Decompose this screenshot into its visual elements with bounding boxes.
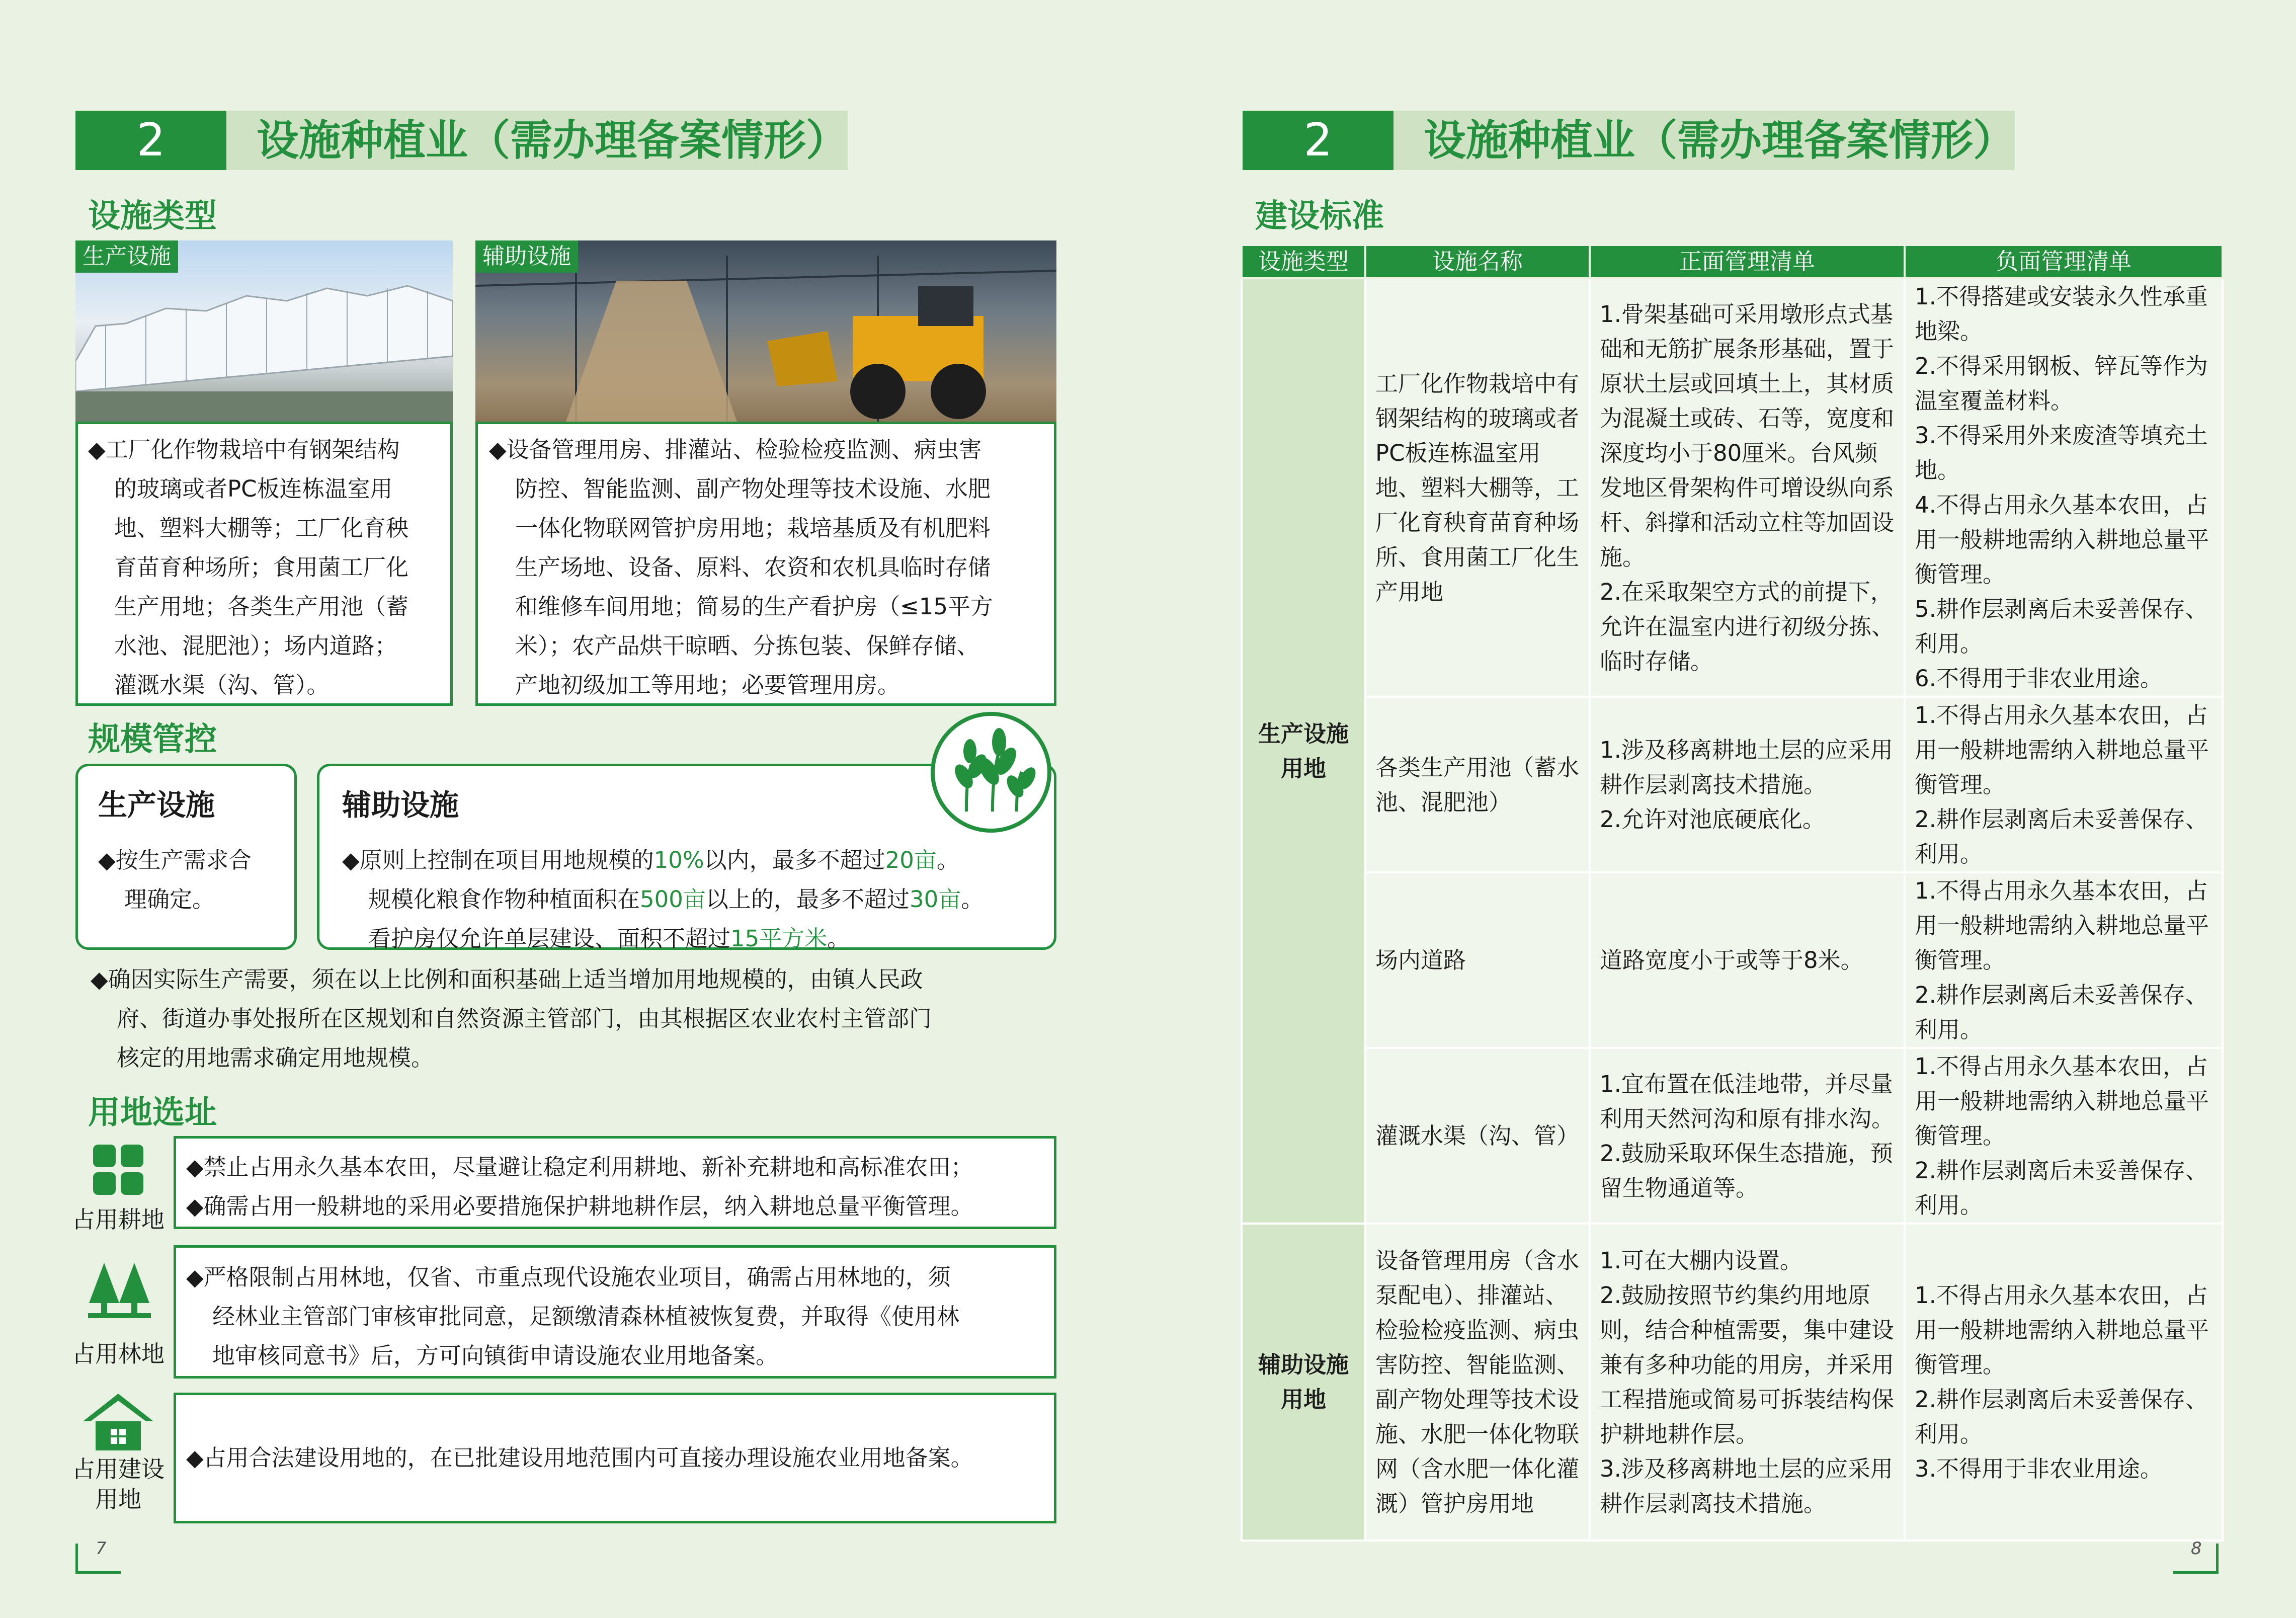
negative-cell: 1.不得占用永久基本农田，占用一般耕地需纳入耕地总量平衡管理。 2.耕作层剥离后未妥善保存、利用。 bbox=[1905, 1048, 2223, 1224]
table-row bbox=[1242, 872, 2223, 1048]
positive-cell: 1.可在大棚内设置。 2.鼓励按照节约集约用地原则，结合种植需要，集中建设兼有多种功能的用房，并采用工程措施或简易可拆装结构保护耕地耕作层。 3.涉及移离耕地土层的应采用耕作层剥离技术措施。 bbox=[1590, 1224, 1905, 1541]
text-line: 地、塑料大棚等；工厂化育秧 bbox=[114, 515, 409, 541]
text-line: 产地初级加工等用地；必要管理用房。 bbox=[515, 672, 900, 698]
text-line: 水池、混肥池）；场内道路； bbox=[114, 632, 397, 659]
name-cell: 灌溉水渠（沟、管） bbox=[1365, 1048, 1590, 1224]
text-line: ◆确因实际生产需要，须在以上比例和面积基础上适当增加用地规模的，由镇人民政 bbox=[91, 966, 923, 993]
name-cell: 各类生产用池（蓄水池、混肥池） bbox=[1365, 697, 1590, 872]
type-cell: 辅助设施用地 bbox=[1242, 1224, 1365, 1541]
scale-production-title: 生产设施 bbox=[98, 788, 215, 822]
farmland-box bbox=[174, 1136, 1056, 1229]
forest-box bbox=[174, 1245, 1056, 1379]
table-row bbox=[1242, 697, 2223, 872]
scale-production-box bbox=[75, 764, 297, 950]
text-line: 地审核同意书》后，方可向镇街申请设施农业用地备案。 bbox=[212, 1342, 779, 1369]
header-cell: 正面管理清单 bbox=[1590, 245, 1905, 278]
name-cell: 场内道路 bbox=[1365, 872, 1590, 1048]
production-desc-box bbox=[75, 422, 453, 706]
positive-cell: 1.宜布置在低洼地带，并尽量利用天然河沟和原有排水沟。 2.鼓励采取环保生态措施，预留生物通道等。 bbox=[1590, 1048, 1905, 1224]
wheat-icon bbox=[931, 712, 1051, 833]
section-title: 设施种植业（需办理备案情形） bbox=[1393, 111, 2015, 170]
negative-cell: 1.不得占用永久基本农田，占用一般耕地需纳入耕地总量平衡管理。 2.耕作层剥离后未妥善保存、利用。 3.不得用于非农业用途。 bbox=[1905, 1224, 2223, 1541]
negative-cell: 1.不得搭建或安装永久性承重地梁。 2.不得采用钢板、锌瓦等作为温室覆盖材料。 3.不得采用外来废渣等填充土地。 4.不得占用永久基本农田，占用一般耕地需纳入耕地总量平衡管理。 5.耕作层剥离后未妥善保存、利用。 6.不得用于非农业用途。 bbox=[1905, 278, 2223, 697]
name-cell: 设备管理用房（含水泵配电）、排灌站、检验检疫监测、病虫害防控、智能监测、副产物处理等技术设施、水肥一体化物联网（含水肥一体化灌溉）管护房用地 bbox=[1365, 1224, 1590, 1541]
header-cell: 设施名称 bbox=[1365, 245, 1590, 278]
text-line: 米）；农产品烘干晾晒、分拣包装、保鲜存储、 bbox=[515, 632, 979, 659]
type-cell: 生产设施用地 bbox=[1242, 278, 1365, 1224]
scale-line-1: ◆原则上控制在项目用地规模的10%以内，最多不超过20亩。 bbox=[342, 847, 959, 873]
standards-table bbox=[1241, 244, 2224, 1542]
scale-line-2: 规模化粮食作物种植面积在500亩以上的，最多不超过30亩。 bbox=[368, 886, 984, 913]
heading-standards: 建设标准 bbox=[1255, 198, 1384, 235]
table-row bbox=[1242, 1224, 2223, 1541]
text-line: 灌溉水渠（沟、管）。 bbox=[114, 672, 330, 698]
label-forest: 占用林地 bbox=[72, 1340, 165, 1367]
header-cell: 负面管理清单 bbox=[1905, 245, 2223, 278]
construction-box bbox=[174, 1393, 1056, 1523]
section-title: 设施种植业（需办理备案情形） bbox=[226, 111, 848, 170]
text-line: 理确定。 bbox=[124, 886, 215, 913]
header-cell: 设施类型 bbox=[1242, 245, 1365, 278]
text-line: ◆按生产需求合 bbox=[98, 847, 252, 873]
farmland-icon bbox=[91, 1142, 146, 1197]
heading-scale: 规模管控 bbox=[88, 721, 217, 758]
page-number: 8 bbox=[2191, 1539, 2202, 1559]
forest-icon bbox=[88, 1263, 151, 1318]
tag-production: 生产设施 bbox=[75, 240, 178, 273]
table-row bbox=[1242, 278, 2223, 697]
section-number: 2 bbox=[75, 111, 226, 170]
name-cell: 工厂化作物栽培中有钢架结构的玻璃或者PC板连栋温室用地、塑料大棚等，工厂化育秧育苗育种场所、食用菌工厂化生产用地 bbox=[1365, 278, 1590, 697]
house-icon bbox=[83, 1394, 153, 1451]
scale-auxiliary-title: 辅助设施 bbox=[342, 788, 459, 822]
label-line: 用地 bbox=[95, 1486, 141, 1513]
text-line: 府、街道办事处报所在区规划和自然资源主管部门，由其根据区农业农村主管部门 bbox=[117, 1005, 932, 1032]
scale-note bbox=[91, 960, 1056, 1078]
heading-site: 用地选址 bbox=[88, 1094, 217, 1131]
tag-auxiliary: 辅助设施 bbox=[475, 240, 578, 273]
text-line: 生产场地、设备、原料、农资和农机具临时存储 bbox=[515, 554, 991, 581]
positive-cell: 1.涉及移离耕地土层的应采用耕作层剥离技术措施。 2.允许对池底硬底化。 bbox=[1590, 697, 1905, 872]
label-construction bbox=[65, 1454, 171, 1514]
positive-cell: 道路宽度小于或等于8米。 bbox=[1590, 872, 1905, 1048]
text-line: 防控、智能监测、副产物处理等技术设施、水肥 bbox=[515, 475, 991, 502]
greenhouse-photo bbox=[75, 240, 453, 422]
text-line: 一体化物联网管护房用地；栽培基质及有机肥料 bbox=[515, 515, 991, 541]
loader-photo bbox=[475, 240, 1056, 422]
label-farmland: 占用耕地 bbox=[72, 1206, 165, 1233]
text-line: 育苗育种场所；食用菌工厂化 bbox=[114, 554, 409, 581]
table-header-row bbox=[1242, 245, 2223, 278]
text-line: 生产用地；各类生产用池（蓄 bbox=[114, 593, 409, 620]
text-line: 经林业主管部门审核审批同意，足额缴清森林植被恢复费，并取得《使用林 bbox=[212, 1303, 960, 1330]
text-line: ◆禁止占用永久基本农田，尽量避让稳定利用耕地、新补充耕地和高标准农田； bbox=[186, 1154, 973, 1180]
section-number: 2 bbox=[1243, 111, 1393, 170]
text-line: 核定的用地需求确定用地规模。 bbox=[117, 1044, 434, 1071]
text-line: 和维修车间用地；简易的生产看护房（≤15平方 bbox=[515, 593, 993, 620]
text-line: ◆确需占用一般耕地的采用必要措施保护耕地耕作层，纳入耕地总量平衡管理。 bbox=[186, 1193, 973, 1220]
text-line: ◆占用合法建设用地的，在已批建设用地范围内可直接办理设施农业用地备案。 bbox=[186, 1444, 973, 1471]
scale-line-3: 看护房仅允许单层建设、面积不超过15平方米。 bbox=[368, 925, 850, 952]
text-line: 的玻璃或者PC板连栋温室用 bbox=[114, 475, 393, 502]
positive-cell: 1.骨架基础可采用墩形点式基础和无筋扩展条形基础，置于原状土层或回填土上，其材质为混凝土或砖、石等，宽度和深度均小于80厘米。台风频发地区骨架构件可增设纵向系杆、斜撑和活动立柱等加固设施。 2.在采取架空方式的前提下，允许在温室内进行初级分拣、临时存储。 bbox=[1590, 278, 1905, 697]
heading-facility-type: 设施类型 bbox=[88, 198, 217, 235]
negative-cell: 1.不得占用永久基本农田，占用一般耕地需纳入耕地总量平衡管理。 2.耕作层剥离后未妥善保存、利用。 bbox=[1905, 872, 2223, 1048]
text-line: ◆工厂化作物栽培中有钢架结构 bbox=[88, 436, 400, 463]
page-number: 7 bbox=[96, 1539, 107, 1559]
text-line: ◆严格限制占用林地，仅省、市重点现代设施农业项目，确需占用林地的，须 bbox=[186, 1264, 951, 1290]
table-row bbox=[1242, 1048, 2223, 1224]
negative-cell: 1.不得占用永久基本农田，占用一般耕地需纳入耕地总量平衡管理。 2.耕作层剥离后未妥善保存、利用。 bbox=[1905, 697, 2223, 872]
text-line: ◆设备管理用房、排灌站、检验检疫监测、病虫害 bbox=[489, 436, 982, 463]
label-line: 占用建设 bbox=[72, 1455, 165, 1483]
auxiliary-desc-box bbox=[475, 422, 1056, 706]
